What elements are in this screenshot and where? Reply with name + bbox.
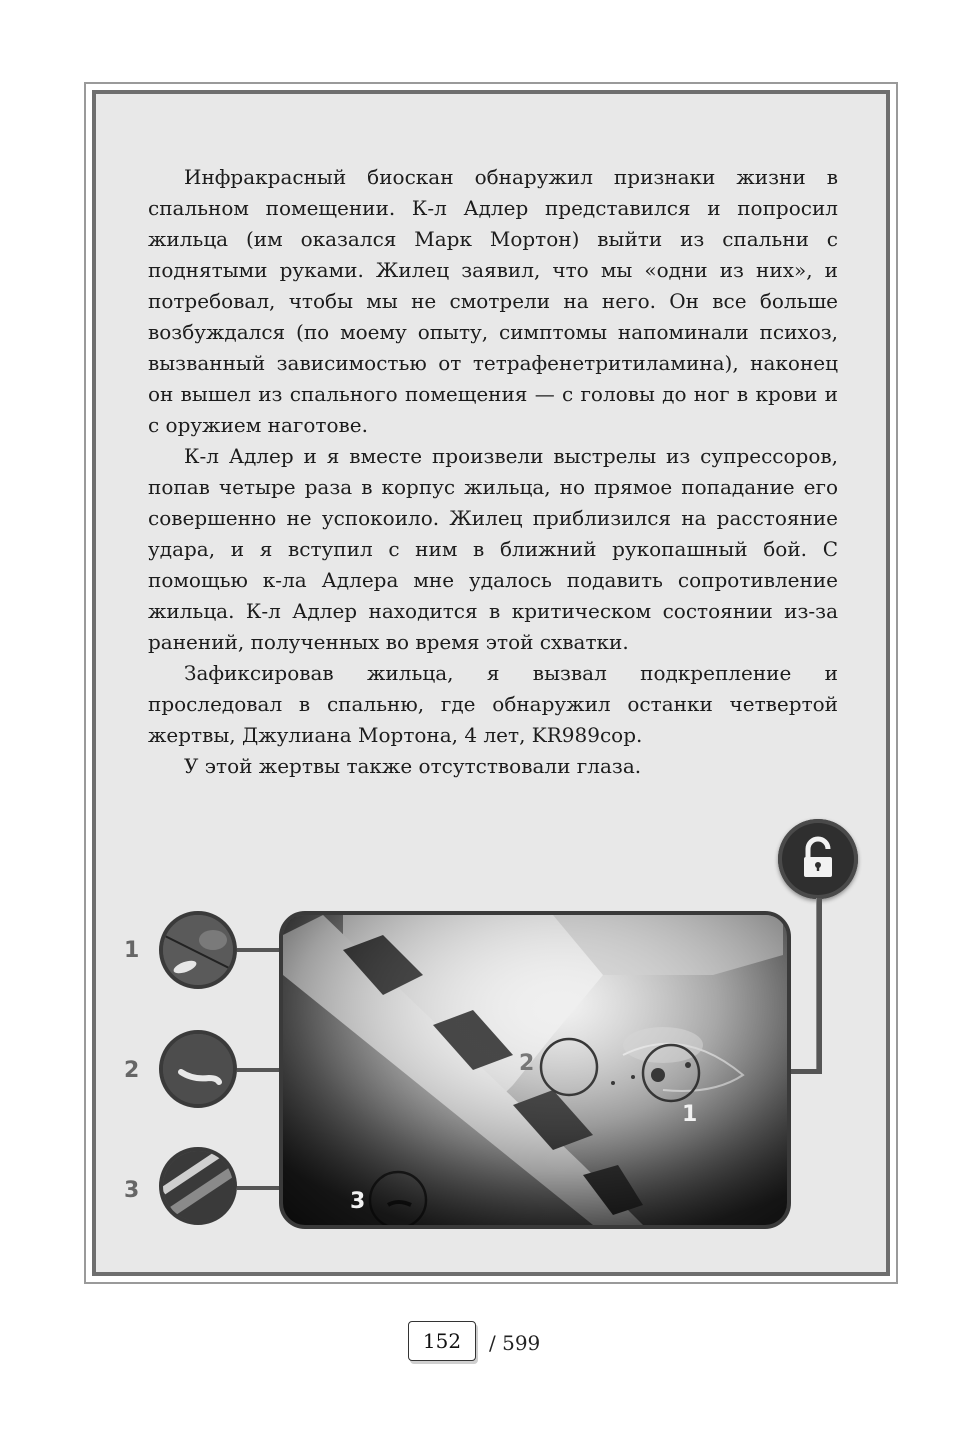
page-number-box[interactable] (408, 1321, 476, 1361)
evidence-thumb-3-image (163, 1151, 233, 1221)
padlock-icon (778, 819, 858, 899)
paragraph-4: У этой жертвы также отсутствовали глаза. (184, 754, 642, 778)
total-pages: / 599 (489, 1331, 541, 1355)
current-page-number: 152 (422, 1329, 462, 1353)
evidence-thumb-1-image (163, 915, 233, 985)
thumb-label-2: 2 (124, 1058, 140, 1083)
crime-scene-image (283, 915, 787, 1225)
thumb-label-3: 3 (124, 1178, 140, 1203)
paragraph-1: Инфракрасный биоскан обнаружил признаки жизни в спальном помещении. К-л Адлер представился и попросил жильца (им оказался Марк Мортон) выйти из спальни с поднятыми руками. Жилец заявил, что мы «одни из них», и потребовал, чтобы мы не смотрели на него. Он все больше возбуждался (по моему опыту, симптомы напоминали психоз, вызванный зависимостью от тетрафенетритиламина), наконец он вышел из спального помещения — с головы до ног в крови и с оружием наготове. (148, 165, 838, 437)
photo-marker-3: 3 (350, 1189, 366, 1214)
thumb-connector-3 (237, 1186, 283, 1190)
thumb-connector-2 (237, 1068, 283, 1072)
thumb-connector-1 (237, 948, 283, 952)
paragraph-3: Зафиксировав жильца, я вызвал подкрепление и проследовал в спальню, где обнаружил останки четвертой жертвы, Джулиана Мортона, 4 лет, KR989cop. (148, 661, 838, 747)
evidence-thumb-2-image (163, 1034, 233, 1104)
evidence-thumb-1[interactable] (159, 911, 237, 989)
report-text (148, 162, 838, 782)
photo-marker-2: 2 (519, 1051, 535, 1076)
lock-button[interactable] (778, 819, 858, 899)
lock-connector-horizontal (790, 1069, 821, 1074)
crime-scene-photo (279, 911, 791, 1229)
thumb-label-1: 1 (124, 938, 140, 963)
lock-connector (816, 898, 822, 1074)
evidence-thumb-2[interactable] (159, 1030, 237, 1108)
paragraph-2: К-л Адлер и я вместе произвели выстрелы из супрессоров, попав четыре раза в корпус жильца, но прямое попадание его совершенно не успокоило. Жилец приблизился на расстояние удара, и я вступил с ним в ближний рукопашный бой. С помощью к-ла Адлера мне удалось подавить сопротивление жильца. К-л Адлер находится в критическом состоянии из-за ранений, полученных во время этой схватки. (148, 444, 838, 654)
photo-marker-1: 1 (682, 1102, 698, 1127)
evidence-thumb-3[interactable] (159, 1147, 237, 1225)
